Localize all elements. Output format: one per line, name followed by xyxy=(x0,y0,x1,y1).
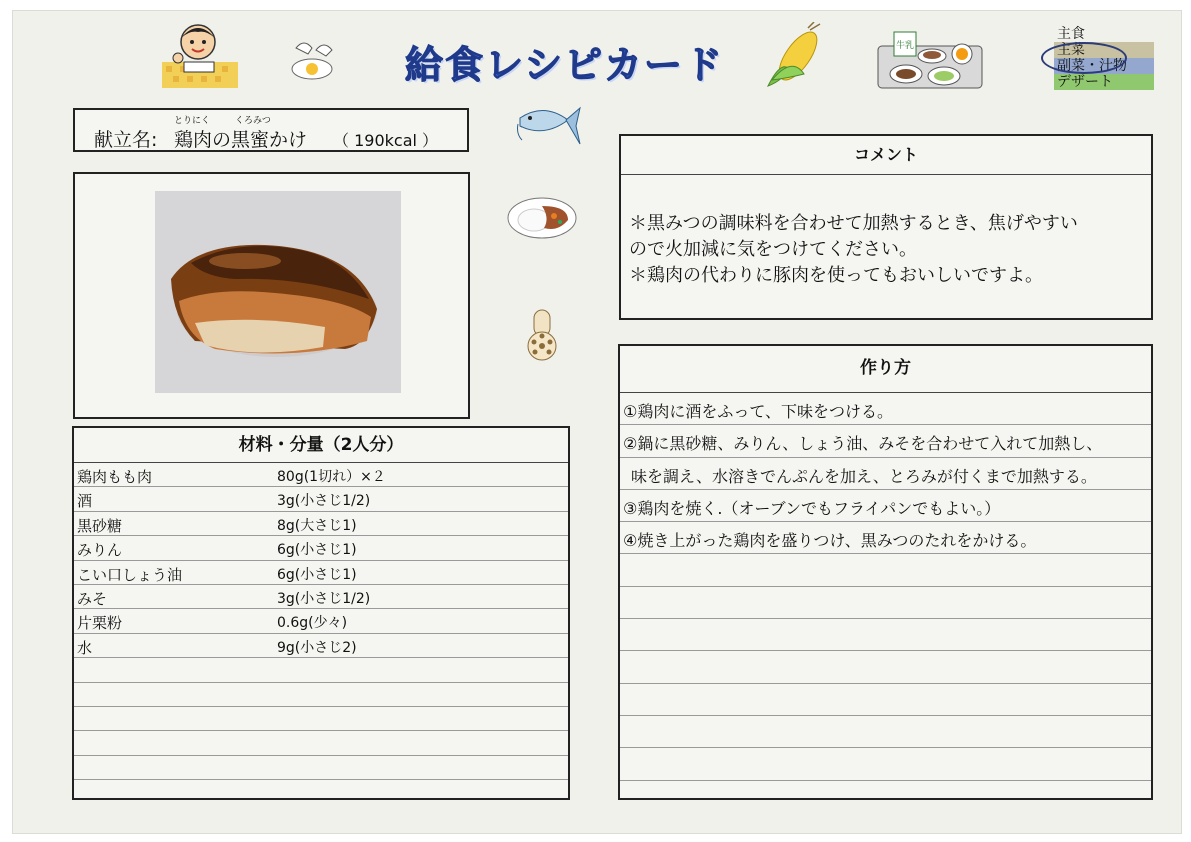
empty-row xyxy=(620,748,1151,780)
method-step xyxy=(620,490,1151,522)
method-step xyxy=(620,458,1151,490)
step-text: ③鶏肉を焼く.（オーブンでもフライパンでもよい。） xyxy=(623,498,1001,518)
comment-box xyxy=(619,134,1153,320)
child-eating-icon xyxy=(160,18,240,90)
menu-label: 献立名: xyxy=(94,129,158,151)
photo-frame xyxy=(73,172,470,419)
ingredient-row xyxy=(74,561,568,585)
comment-line: ＊鶏肉の代わりに豚肉を使ってもおいしいですよ。 xyxy=(629,265,1043,286)
ingredient-row xyxy=(74,463,568,487)
ingredient-amount: 80g(1切れ）×２ xyxy=(277,469,386,485)
ingredient-row xyxy=(74,634,568,658)
menu-name-box xyxy=(73,108,469,152)
empty-row xyxy=(620,587,1151,619)
ingredient-amount: 3g(小さじ1/2) xyxy=(277,590,371,607)
ingredient-amount: 0.6g(少々) xyxy=(277,615,348,632)
category-staple: 主食 xyxy=(1054,26,1154,42)
ingredient-name: 鶏肉もも肉 xyxy=(77,468,153,486)
ingredient-name: みそ xyxy=(77,589,108,608)
empty-row xyxy=(74,756,568,780)
comment-line: ＊黒みつの調味料を合わせて加熱するとき、焦げやすい xyxy=(629,213,1078,234)
dish-name: 鶏肉の黒蜜かけ xyxy=(174,129,308,151)
lunch-tray-icon xyxy=(876,30,984,90)
method-step xyxy=(620,425,1151,457)
ingredient-amount: 9g(小さじ2) xyxy=(277,639,357,656)
empty-row xyxy=(74,780,568,803)
ruby-toriniku: とりにく xyxy=(174,116,211,126)
empty-row xyxy=(620,716,1151,748)
lotus-root-icon xyxy=(520,306,564,362)
fish-icon xyxy=(514,100,582,150)
ingredients-table xyxy=(72,426,570,800)
empty-row xyxy=(74,707,568,731)
step-text: ④焼き上がった鶏肉を盛りつけ、黒みつのたれをかける。 xyxy=(623,531,1037,551)
ingredient-name: 黒砂糖 xyxy=(77,516,123,535)
category-dessert: デザート xyxy=(1054,74,1154,90)
ingredient-amount: 8g(大さじ1) xyxy=(277,517,357,534)
dish-photo xyxy=(155,191,401,393)
method-step xyxy=(620,393,1151,425)
empty-row xyxy=(620,619,1151,651)
ingredient-row xyxy=(74,487,568,511)
step-text: 味を調え、水溶きでんぷんを加え、とろみが付くまで加熱する。 xyxy=(631,466,1097,486)
ingredient-name: 酒 xyxy=(77,492,93,511)
category-side-soup: 副菜・汁物 xyxy=(1054,58,1154,74)
comment-body xyxy=(621,175,1151,289)
empty-row xyxy=(74,731,568,755)
ingredient-row xyxy=(74,536,568,560)
ingredient-amount: 6g(小さじ1) xyxy=(277,566,357,583)
empty-row xyxy=(620,781,1151,800)
selected-category-circle xyxy=(1041,42,1127,74)
ingredient-row xyxy=(74,609,568,633)
ingredient-name: みりん xyxy=(77,541,123,560)
empty-row xyxy=(620,684,1151,716)
method-header: 作り方 xyxy=(620,346,1151,393)
calorie-text: （ 190kcal ） xyxy=(333,131,439,150)
ingredient-name: 水 xyxy=(77,638,93,657)
comment-line: ので火加減に気をつけてください。 xyxy=(629,239,917,260)
empty-row xyxy=(620,651,1151,683)
comment-header: コメント xyxy=(621,136,1151,175)
corn-icon xyxy=(758,22,830,94)
curry-rice-icon xyxy=(506,192,578,242)
empty-row xyxy=(620,554,1151,586)
method-step xyxy=(620,522,1151,554)
svg-text:牛乳: 牛乳 xyxy=(896,41,915,51)
page-title: 給食レシピカード xyxy=(405,43,725,87)
ruby-kuromitsu: くろみつ xyxy=(235,116,271,126)
step-text: ①鶏肉に酒をふって、下味をつける。 xyxy=(623,402,894,421)
ingredient-name: 片栗粉 xyxy=(77,614,123,633)
step-text: ②鍋に黒砂糖、みりん、しょう油、みそを合わせて入れて加熱し、 xyxy=(623,434,1103,454)
empty-row xyxy=(74,683,568,707)
category-main-dish: 主菜 xyxy=(1054,42,1154,58)
ingredient-amount: 3g(小さじ1/2) xyxy=(277,493,371,510)
ingredients-header: 材料・分量（2人分） xyxy=(74,428,568,463)
egg-icon xyxy=(286,36,336,82)
ingredient-amount: 6g(小さじ1) xyxy=(277,542,357,559)
method-box xyxy=(618,344,1153,800)
ingredient-row xyxy=(74,512,568,536)
empty-row xyxy=(74,658,568,682)
ingredient-row xyxy=(74,585,568,609)
ingredient-name: こい口しょう油 xyxy=(77,565,183,584)
